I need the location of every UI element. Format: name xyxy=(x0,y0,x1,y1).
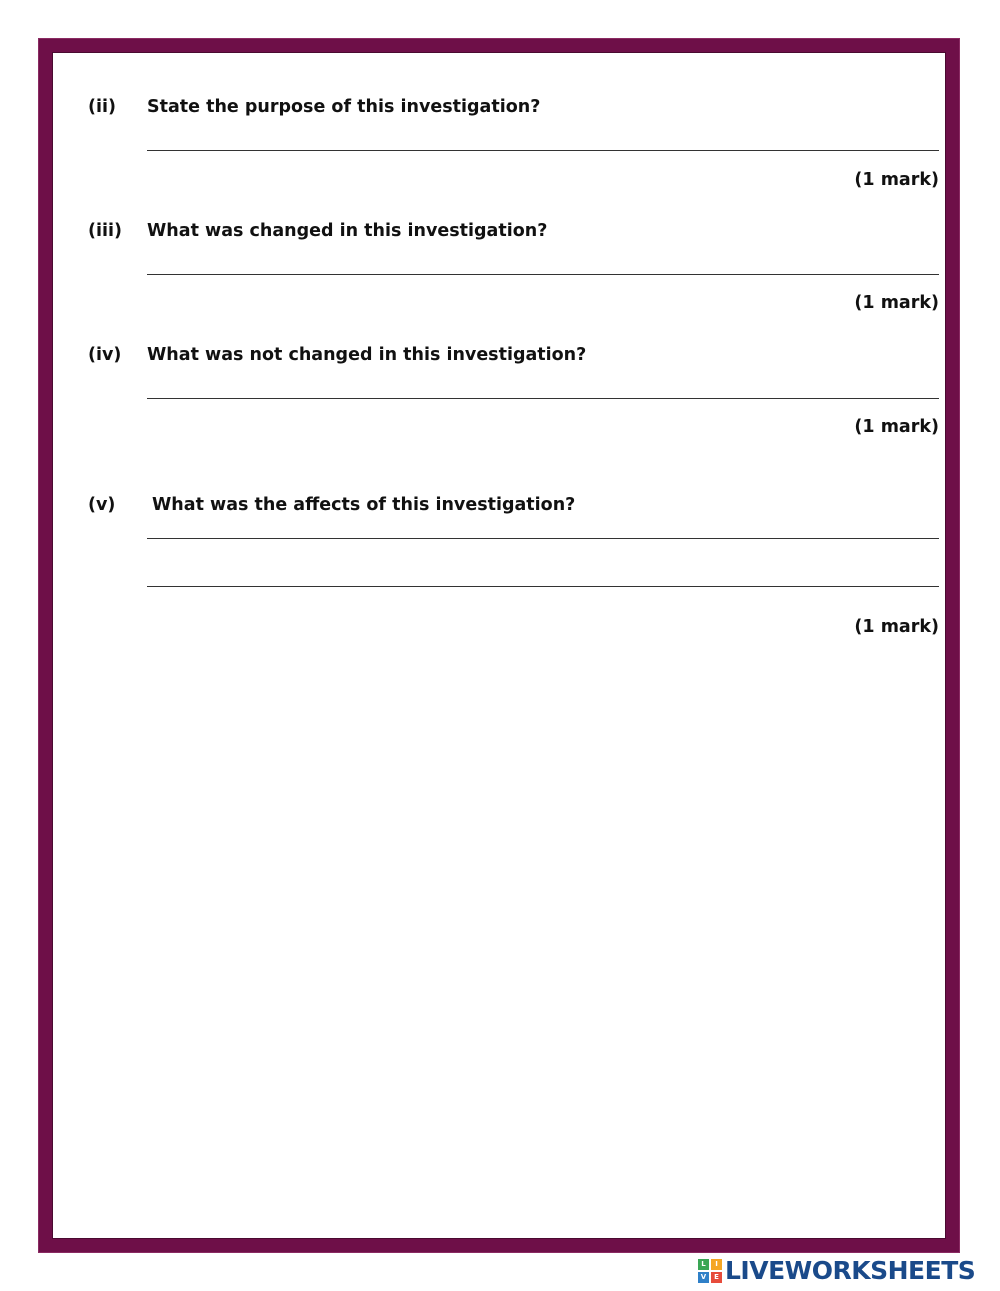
answer-line[interactable] xyxy=(147,398,939,399)
answer-line[interactable] xyxy=(147,538,939,539)
question-text: What was changed in this investigation? xyxy=(147,221,548,241)
mark-label: (1 mark) xyxy=(854,170,939,190)
logo-block: I xyxy=(711,1259,722,1270)
question-text: What was not changed in this investigation? xyxy=(147,345,587,365)
answer-line[interactable] xyxy=(147,586,939,587)
logo-text: LIVEWORKSHEETS xyxy=(725,1256,976,1285)
liveworksheets-logo xyxy=(698,1256,975,1286)
answer-line[interactable] xyxy=(147,150,939,151)
question-number: (iii) xyxy=(88,221,122,241)
question-number: (v) xyxy=(88,495,116,515)
question-text: What was the affects of this investigation? xyxy=(152,495,576,515)
mark-label: (1 mark) xyxy=(854,417,939,437)
mark-label: (1 mark) xyxy=(854,617,939,637)
logo-block: E xyxy=(711,1272,722,1283)
question-number: (ii) xyxy=(88,97,116,117)
mark-label: (1 mark) xyxy=(854,293,939,313)
question-text: State the purpose of this investigation? xyxy=(147,97,541,117)
question-number: (iv) xyxy=(88,345,122,365)
answer-line[interactable] xyxy=(147,274,939,275)
logo-blocks-icon xyxy=(698,1259,722,1283)
logo-block: V xyxy=(698,1272,709,1283)
logo-block: L xyxy=(698,1259,709,1270)
